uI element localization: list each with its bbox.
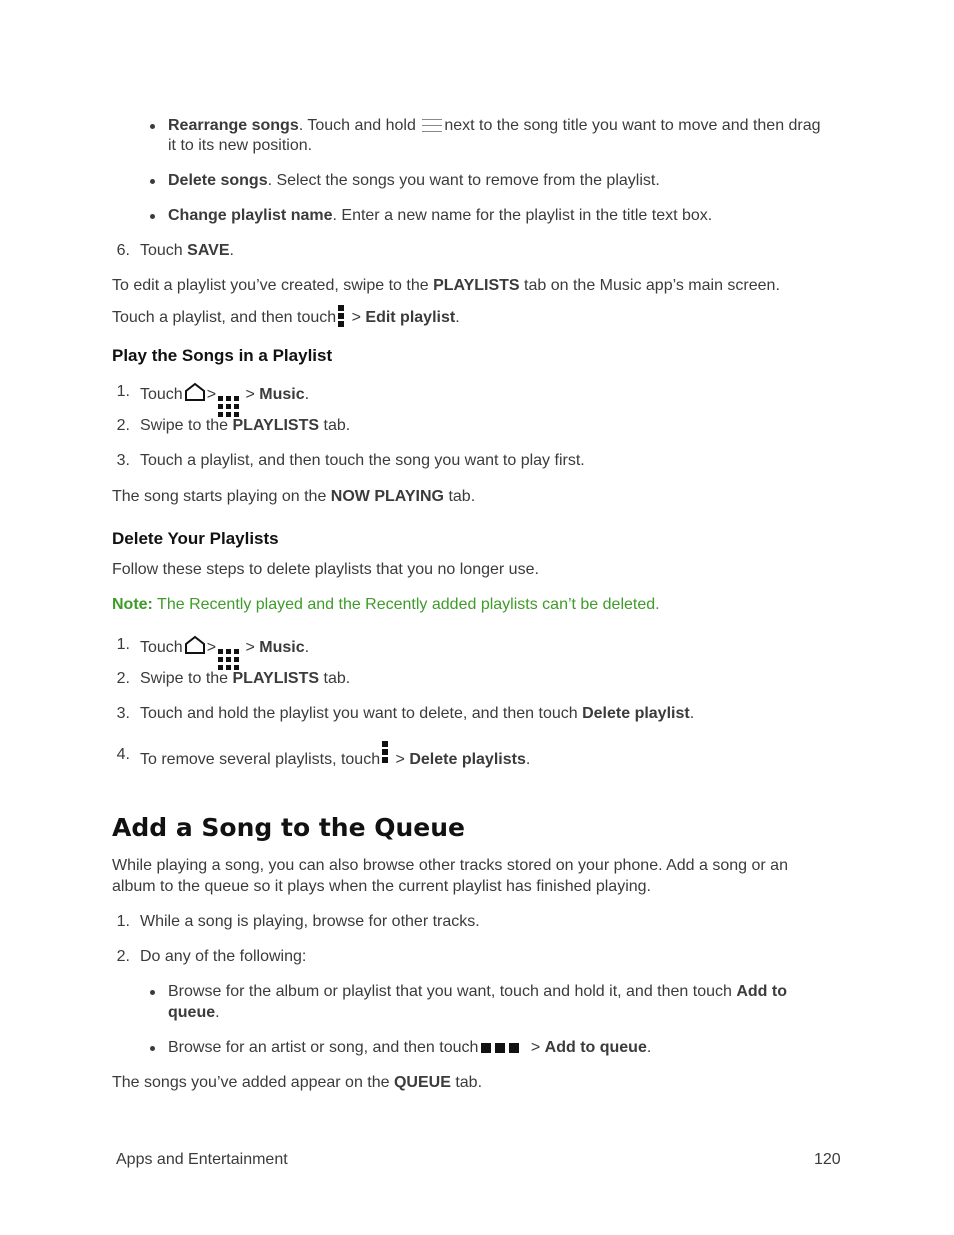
heading-delete-playlists: Delete Your Playlists — [112, 529, 279, 548]
delete-step-4 — [112, 747, 530, 770]
more-options-icon — [382, 747, 389, 769]
step-number: 3. — [116, 452, 130, 469]
queue-intro-line1: While playing a song, you can also browse other tracks stored on your phone. Add a song or an — [112, 857, 788, 874]
apps-grid-icon — [218, 649, 239, 670]
body-text: Touch — [140, 242, 188, 259]
body-text: Do any of the following: — [140, 948, 307, 965]
step-number: 1. — [116, 913, 130, 930]
step-number: 3. — [116, 705, 130, 722]
bold-label: Delete playlists — [409, 751, 526, 768]
footer-page-number: 120 — [814, 1151, 841, 1168]
body-text: . — [646, 1039, 652, 1056]
body-text: Touch — [140, 639, 183, 656]
body-text: next to the song title you want to move and then drag — [444, 117, 821, 134]
delete-step-1 — [112, 635, 309, 670]
body-text: . — [455, 309, 460, 326]
step-number: 4. — [116, 746, 130, 763]
queue-step-2 — [112, 947, 306, 967]
bold-label: queue — [168, 1004, 216, 1021]
body-text: Swipe to the — [140, 417, 233, 434]
note-label: Note: — [112, 596, 153, 613]
paragraph-edit-playlist-line2 — [112, 305, 460, 328]
reorder-handle-icon — [422, 117, 442, 133]
body-text: . Enter a new name for the playlist in the title text box. — [332, 207, 713, 224]
play-step-2 — [112, 416, 350, 436]
body-text: Browse for the album or playlist that you want, touch and hold it, and then touch — [168, 983, 737, 1000]
step-number: 6. — [116, 242, 130, 259]
body-text: tab. — [444, 488, 476, 505]
note-text: The Recently played and the Recently added playlists can’t be deleted. — [152, 596, 660, 613]
body-text: The song starts playing on the — [112, 488, 331, 505]
bold-label: Add to — [736, 983, 787, 1000]
body-text: > — [347, 309, 366, 326]
footer-section-title: Apps and Entertainment — [116, 1151, 288, 1168]
body-text: . — [304, 639, 310, 656]
body-text: To remove several playlists, touch — [140, 751, 381, 768]
body-text: Touch a playlist, and then touch the song you want to play first. — [140, 452, 585, 469]
body-text: > — [241, 386, 260, 403]
bullet-rearrange-songs — [168, 116, 821, 136]
step-number: 2. — [116, 670, 130, 687]
body-text: . Touch and hold — [298, 117, 416, 134]
bold-label: NOW PLAYING — [330, 488, 444, 505]
step-6 — [112, 241, 234, 261]
body-text: . — [229, 242, 234, 259]
body-text: . — [304, 386, 310, 403]
bullet-browse-album — [168, 982, 787, 1002]
bold-label: PLAYLISTS — [232, 417, 320, 434]
bullet-delete-songs — [168, 171, 660, 191]
bold-label: Delete songs — [168, 172, 268, 189]
body-text: Browse for an artist or song, and then touch — [168, 1039, 479, 1056]
paragraph-now-playing — [112, 487, 475, 507]
bold-label: Music — [259, 386, 305, 403]
bold-label: SAVE — [187, 242, 230, 259]
heading-add-song-queue: Add a Song to the Queue — [112, 813, 465, 842]
body-text: > — [241, 639, 260, 656]
step-number: 1. — [116, 636, 130, 653]
delete-intro: Follow these steps to delete playlists that you no longer use. — [112, 561, 539, 578]
bullet-browse-artist — [168, 1038, 651, 1059]
apps-grid-icon — [218, 396, 239, 417]
body-text: tab. — [450, 1074, 483, 1091]
body-text: . — [215, 1004, 220, 1021]
delete-step-3 — [112, 704, 694, 724]
step-number: 2. — [116, 948, 130, 965]
body-text: Touch and hold the playlist you want to delete, and then touch — [140, 705, 583, 722]
body-text: Touch — [140, 386, 183, 403]
heading-play-songs: Play the Songs in a Playlist — [112, 346, 333, 365]
queue-step-1 — [112, 912, 480, 932]
queue-intro-line2: album to the queue so it plays when the current playlist has finished playing. — [112, 878, 651, 895]
bullet-change-playlist-name — [168, 206, 712, 226]
body-text: tab on the Music app’s main screen. — [519, 277, 780, 294]
bold-label: PLAYLISTS — [232, 670, 320, 687]
note — [112, 595, 660, 615]
bold-label: Edit playlist — [365, 309, 456, 326]
more-options-icon — [338, 305, 345, 327]
play-step-1 — [112, 382, 309, 417]
home-icon — [184, 635, 206, 655]
body-text: tab. — [319, 670, 351, 687]
home-icon — [184, 382, 206, 402]
body-text: Touch a playlist, and then touch — [112, 309, 337, 326]
body-text: To edit a playlist you’ve created, swipe to the — [112, 277, 434, 294]
delete-step-2 — [112, 669, 350, 689]
bold-label: Add to queue — [544, 1039, 647, 1056]
bold-label: Rearrange songs — [168, 117, 299, 134]
bold-label: Change playlist name — [168, 207, 333, 224]
bullet-browse-album-line2 — [168, 1003, 220, 1023]
body-text: > — [391, 751, 410, 768]
body-text: While a song is playing, browse for other tracks. — [140, 913, 480, 930]
bullet-rearrange-songs-line2: it to its new position. — [168, 137, 313, 154]
play-step-3 — [112, 451, 585, 471]
paragraph-queue-tab — [112, 1073, 482, 1093]
bold-label: Delete playlist — [582, 705, 690, 722]
body-text: > — [526, 1039, 545, 1056]
body-text: . — [525, 751, 531, 768]
body-text: . — [689, 705, 695, 722]
bold-label: Music — [259, 639, 305, 656]
body-text: The songs you’ve added appear on the — [112, 1074, 394, 1091]
body-text: > — [206, 639, 217, 656]
body-text: > — [206, 386, 217, 403]
paragraph-edit-playlist — [112, 276, 780, 296]
step-number: 1. — [116, 383, 130, 400]
body-text: . Select the songs you want to remove from the playlist. — [267, 172, 660, 189]
body-text: tab. — [319, 417, 351, 434]
body-text: Swipe to the — [140, 670, 233, 687]
bold-label: QUEUE — [393, 1074, 451, 1091]
more-options-horizontal-icon — [481, 1039, 523, 1059]
bold-label: PLAYLISTS — [433, 277, 520, 294]
step-number: 2. — [116, 417, 130, 434]
